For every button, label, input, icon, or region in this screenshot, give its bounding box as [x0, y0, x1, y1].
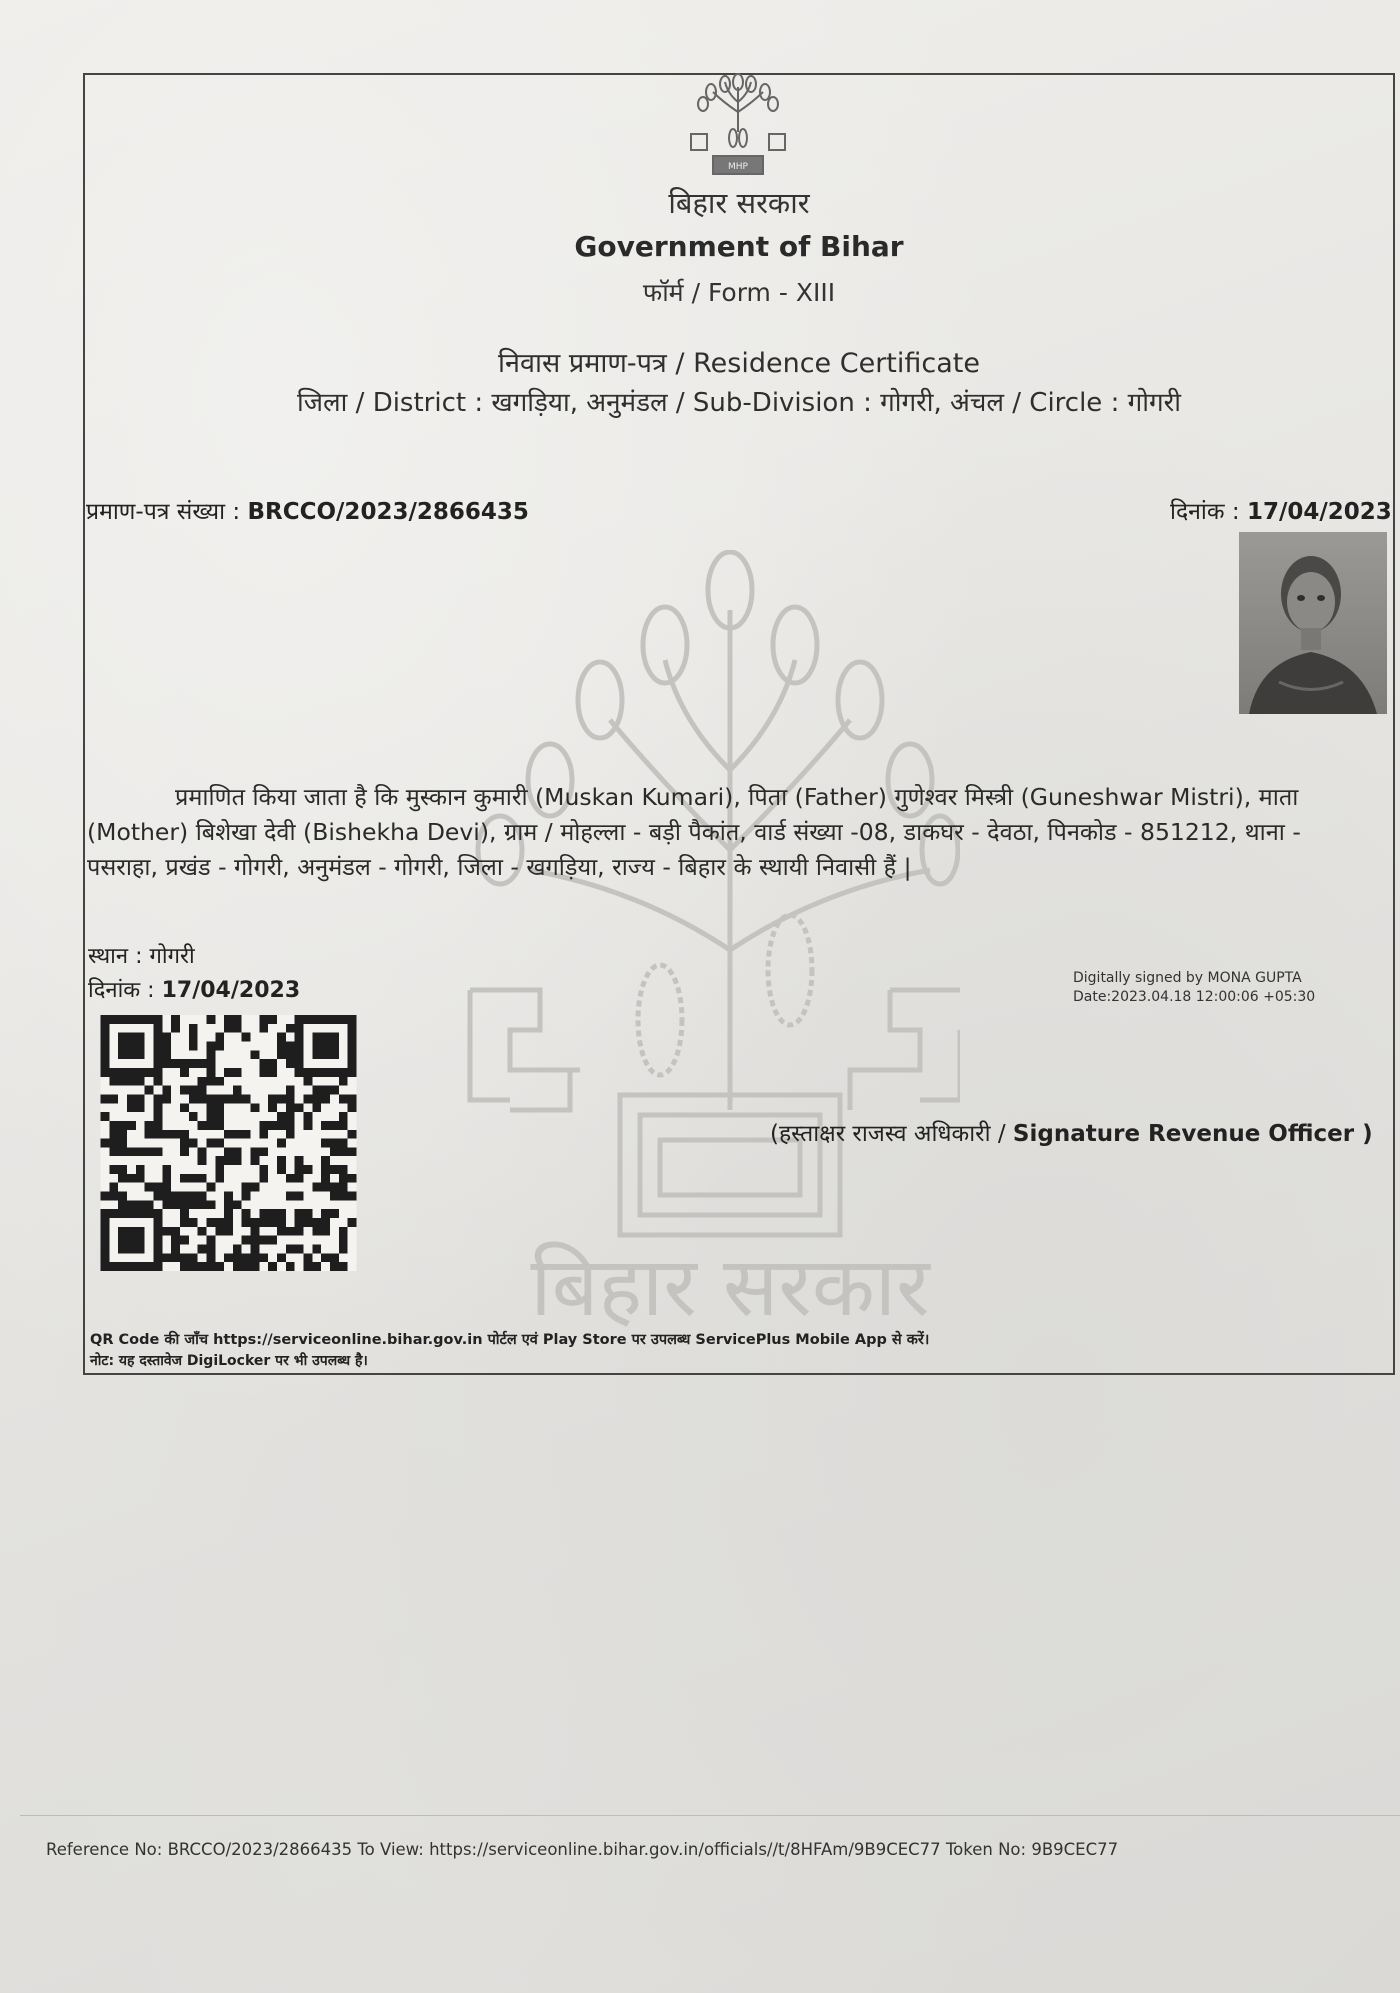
- statement-line-3: पसराहा, प्रखंड - गोगरी, अनुमंडल - गोगरी, जिला - खगड़िया, राज्य - बिहार के स्थायी निवासी हैं |: [87, 853, 912, 881]
- issue-date-row: [1170, 494, 1392, 526]
- certificate-statement: [87, 780, 1387, 885]
- certificate-number-row: [86, 494, 529, 526]
- watermark-emblem-icon: [440, 550, 960, 1330]
- form-number: फॉर्म / Form - XIII: [642, 278, 836, 307]
- certificate-number: BRCCO/2023/2866435: [247, 499, 529, 525]
- footer-divider: [20, 1815, 1400, 1816]
- place-line: स्थान : गोगरी: [88, 944, 195, 969]
- bihar-emblem-icon: [683, 72, 793, 177]
- statement-line-1: प्रमाणित किया जाता है कि मुस्कान कुमारी (Muskan Kumari), पिता (Father) गुणेश्वर मिस्त्री (Guneshwar Mistri), माता: [175, 783, 1299, 811]
- signature-title-english: Signature Revenue Officer ): [1012, 1121, 1373, 1147]
- qr-code: [97, 1015, 360, 1271]
- place-date: 17/04/2023: [161, 978, 301, 1003]
- footer-reference: Reference No: BRCCO/2023/2866435 To View: https://serviceonline.bihar.gov.in/officials//t/8HFAm/9B9CEC77 Token No: 9B9CEC77: [46, 1840, 1119, 1859]
- district-line: जिला / District : खगड़िया, अनुमंडल / Sub-Division : गोगरी, अंचल / Circle : गोगरी: [297, 388, 1181, 418]
- certificate-number-label: प्रमाण-पत्र संख्या :: [86, 499, 241, 525]
- certificate-title: निवास प्रमाण-पत्र / Residence Certificate: [498, 348, 980, 379]
- digital-signature-date: Date:2023.04.18 12:00:06 +05:30: [1073, 989, 1316, 1005]
- govt-hindi-title: बिहार सरकार: [668, 186, 810, 220]
- issue-date-label: दिनांक :: [1170, 499, 1240, 525]
- statement-line-2: (Mother) बिशेखा देवी (Bishekha Devi), ग्राम / मोहल्ला - बड़ी पैकांत, वार्ड संख्या -08, डाकघर - देवठा, पिनकोड - 851212, थाना -: [87, 818, 1301, 846]
- applicant-photo: [1239, 532, 1387, 714]
- digital-signature-name: Digitally signed by MONA GUPTA: [1073, 970, 1302, 986]
- qr-verification-note: QR Code की जाँच https://serviceonline.bihar.gov.in पोर्टल एवं Play Store पर उपलब्ध ServicePlus Mobile App से करें।: [90, 1332, 930, 1348]
- svg-text:MHP: MHP: [728, 162, 748, 172]
- place-date-label: दिनांक :: [88, 978, 155, 1003]
- signature-title-hindi: (हस्ताक्षर राजस्व अधिकारी /: [770, 1121, 1013, 1147]
- signature-officer-title: [770, 1116, 1373, 1148]
- digilocker-note: नोट: यह दस्तावेज DigiLocker पर भी उपलब्ध है।: [90, 1353, 368, 1369]
- issue-date: 17/04/2023: [1246, 499, 1392, 525]
- svg-text:बिहार सरकार: बिहार सरकार: [530, 1240, 930, 1330]
- govt-english-title: Government of Bihar: [574, 230, 904, 263]
- place-date-row: [88, 974, 300, 1004]
